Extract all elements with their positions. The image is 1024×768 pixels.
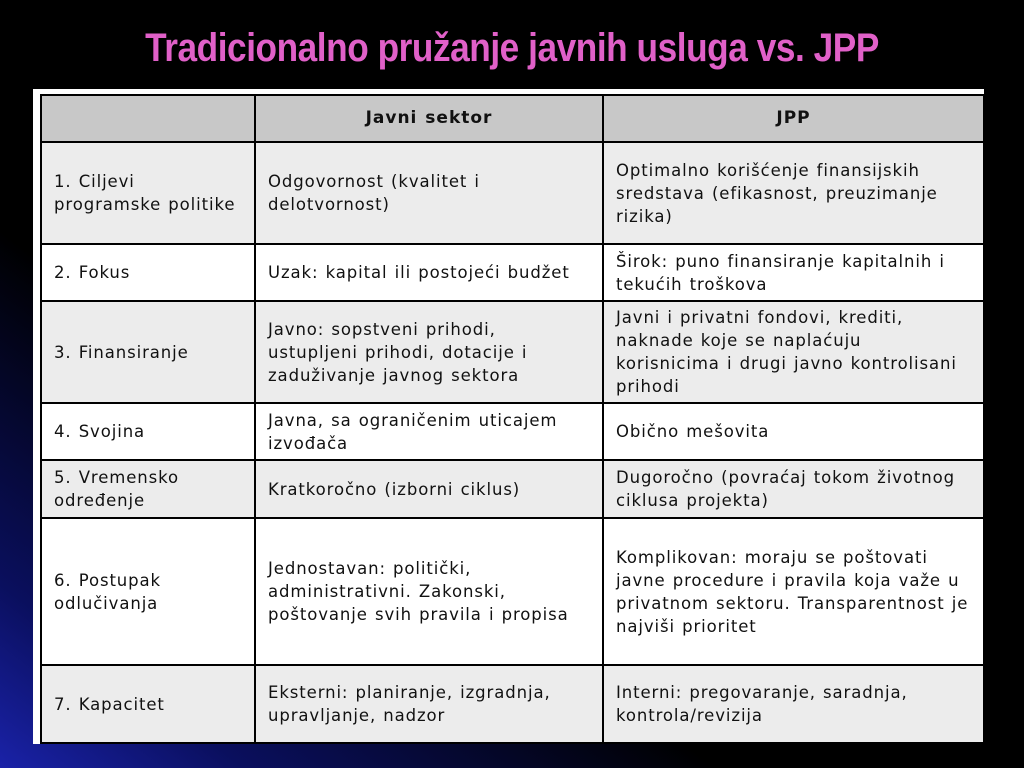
cell-jpp: Komplikovan: moraju se poštovati javne procedure i pravila koja važe u privatnom sektoru. Transparentnost je najviši prioritet <box>603 518 984 665</box>
table-row <box>41 244 984 301</box>
row-label: 3. Finansiranje <box>41 301 255 403</box>
comparison-table-container <box>33 89 984 744</box>
row-label: 7. Kapacitet <box>41 665 255 743</box>
header-javni-sektor: Javni sektor <box>255 95 603 142</box>
cell-jpp: Obično mešovita <box>603 403 984 460</box>
cell-javni-sektor: Odgovornost (kvalitet i delotvornost) <box>255 142 603 244</box>
cell-javni-sektor: Kratkoročno (izborni ciklus) <box>255 460 603 518</box>
table-row <box>41 665 984 743</box>
row-label: 5. Vremensko određenje <box>41 460 255 518</box>
row-label: 1. Ciljevi programske politike <box>41 142 255 244</box>
header-empty <box>41 95 255 142</box>
row-label: 2. Fokus <box>41 244 255 301</box>
cell-jpp: Širok: puno finansiranje kapitalnih i tekućih troškova <box>603 244 984 301</box>
row-label: 4. Svojina <box>41 403 255 460</box>
cell-javni-sektor: Eksterni: planiranje, izgradnja, upravljanje, nadzor <box>255 665 603 743</box>
cell-jpp: Dugoročno (povraćaj tokom životnog ciklusa projekta) <box>603 460 984 518</box>
table-row <box>41 460 984 518</box>
cell-jpp: Interni: pregovaranje, saradnja, kontrola/revizija <box>603 665 984 743</box>
table-row <box>41 403 984 460</box>
table-row <box>41 301 984 403</box>
cell-javni-sektor: Javna, sa ograničenim uticajem izvođača <box>255 403 603 460</box>
table-row <box>41 142 984 244</box>
cell-javni-sektor: Uzak: kapital ili postojeći budžet <box>255 244 603 301</box>
table-header-row <box>41 95 984 142</box>
cell-javni-sektor: Jednostavan: politički, administrativni. Zakonski, poštovanje svih pravila i propisa <box>255 518 603 665</box>
slide-title: Tradicionalno pružanje javnih usluga vs. JPP <box>145 26 879 70</box>
row-label: 6. Postupak odlučivanja <box>41 518 255 665</box>
cell-jpp: Javni i privatni fondovi, krediti, naknade koje se naplaćuju korisnicima i drugi javno kontrolisani prihodi <box>603 301 984 403</box>
comparison-table <box>40 94 985 744</box>
table-row <box>41 518 984 665</box>
header-jpp: JPP <box>603 95 984 142</box>
cell-jpp: Optimalno korišćenje finansijskih sredstava (efikasnost, preuzimanje rizika) <box>603 142 984 244</box>
cell-javni-sektor: Javno: sopstveni prihodi, ustupljeni prihodi, dotacije i zaduživanje javnog sektora <box>255 301 603 403</box>
